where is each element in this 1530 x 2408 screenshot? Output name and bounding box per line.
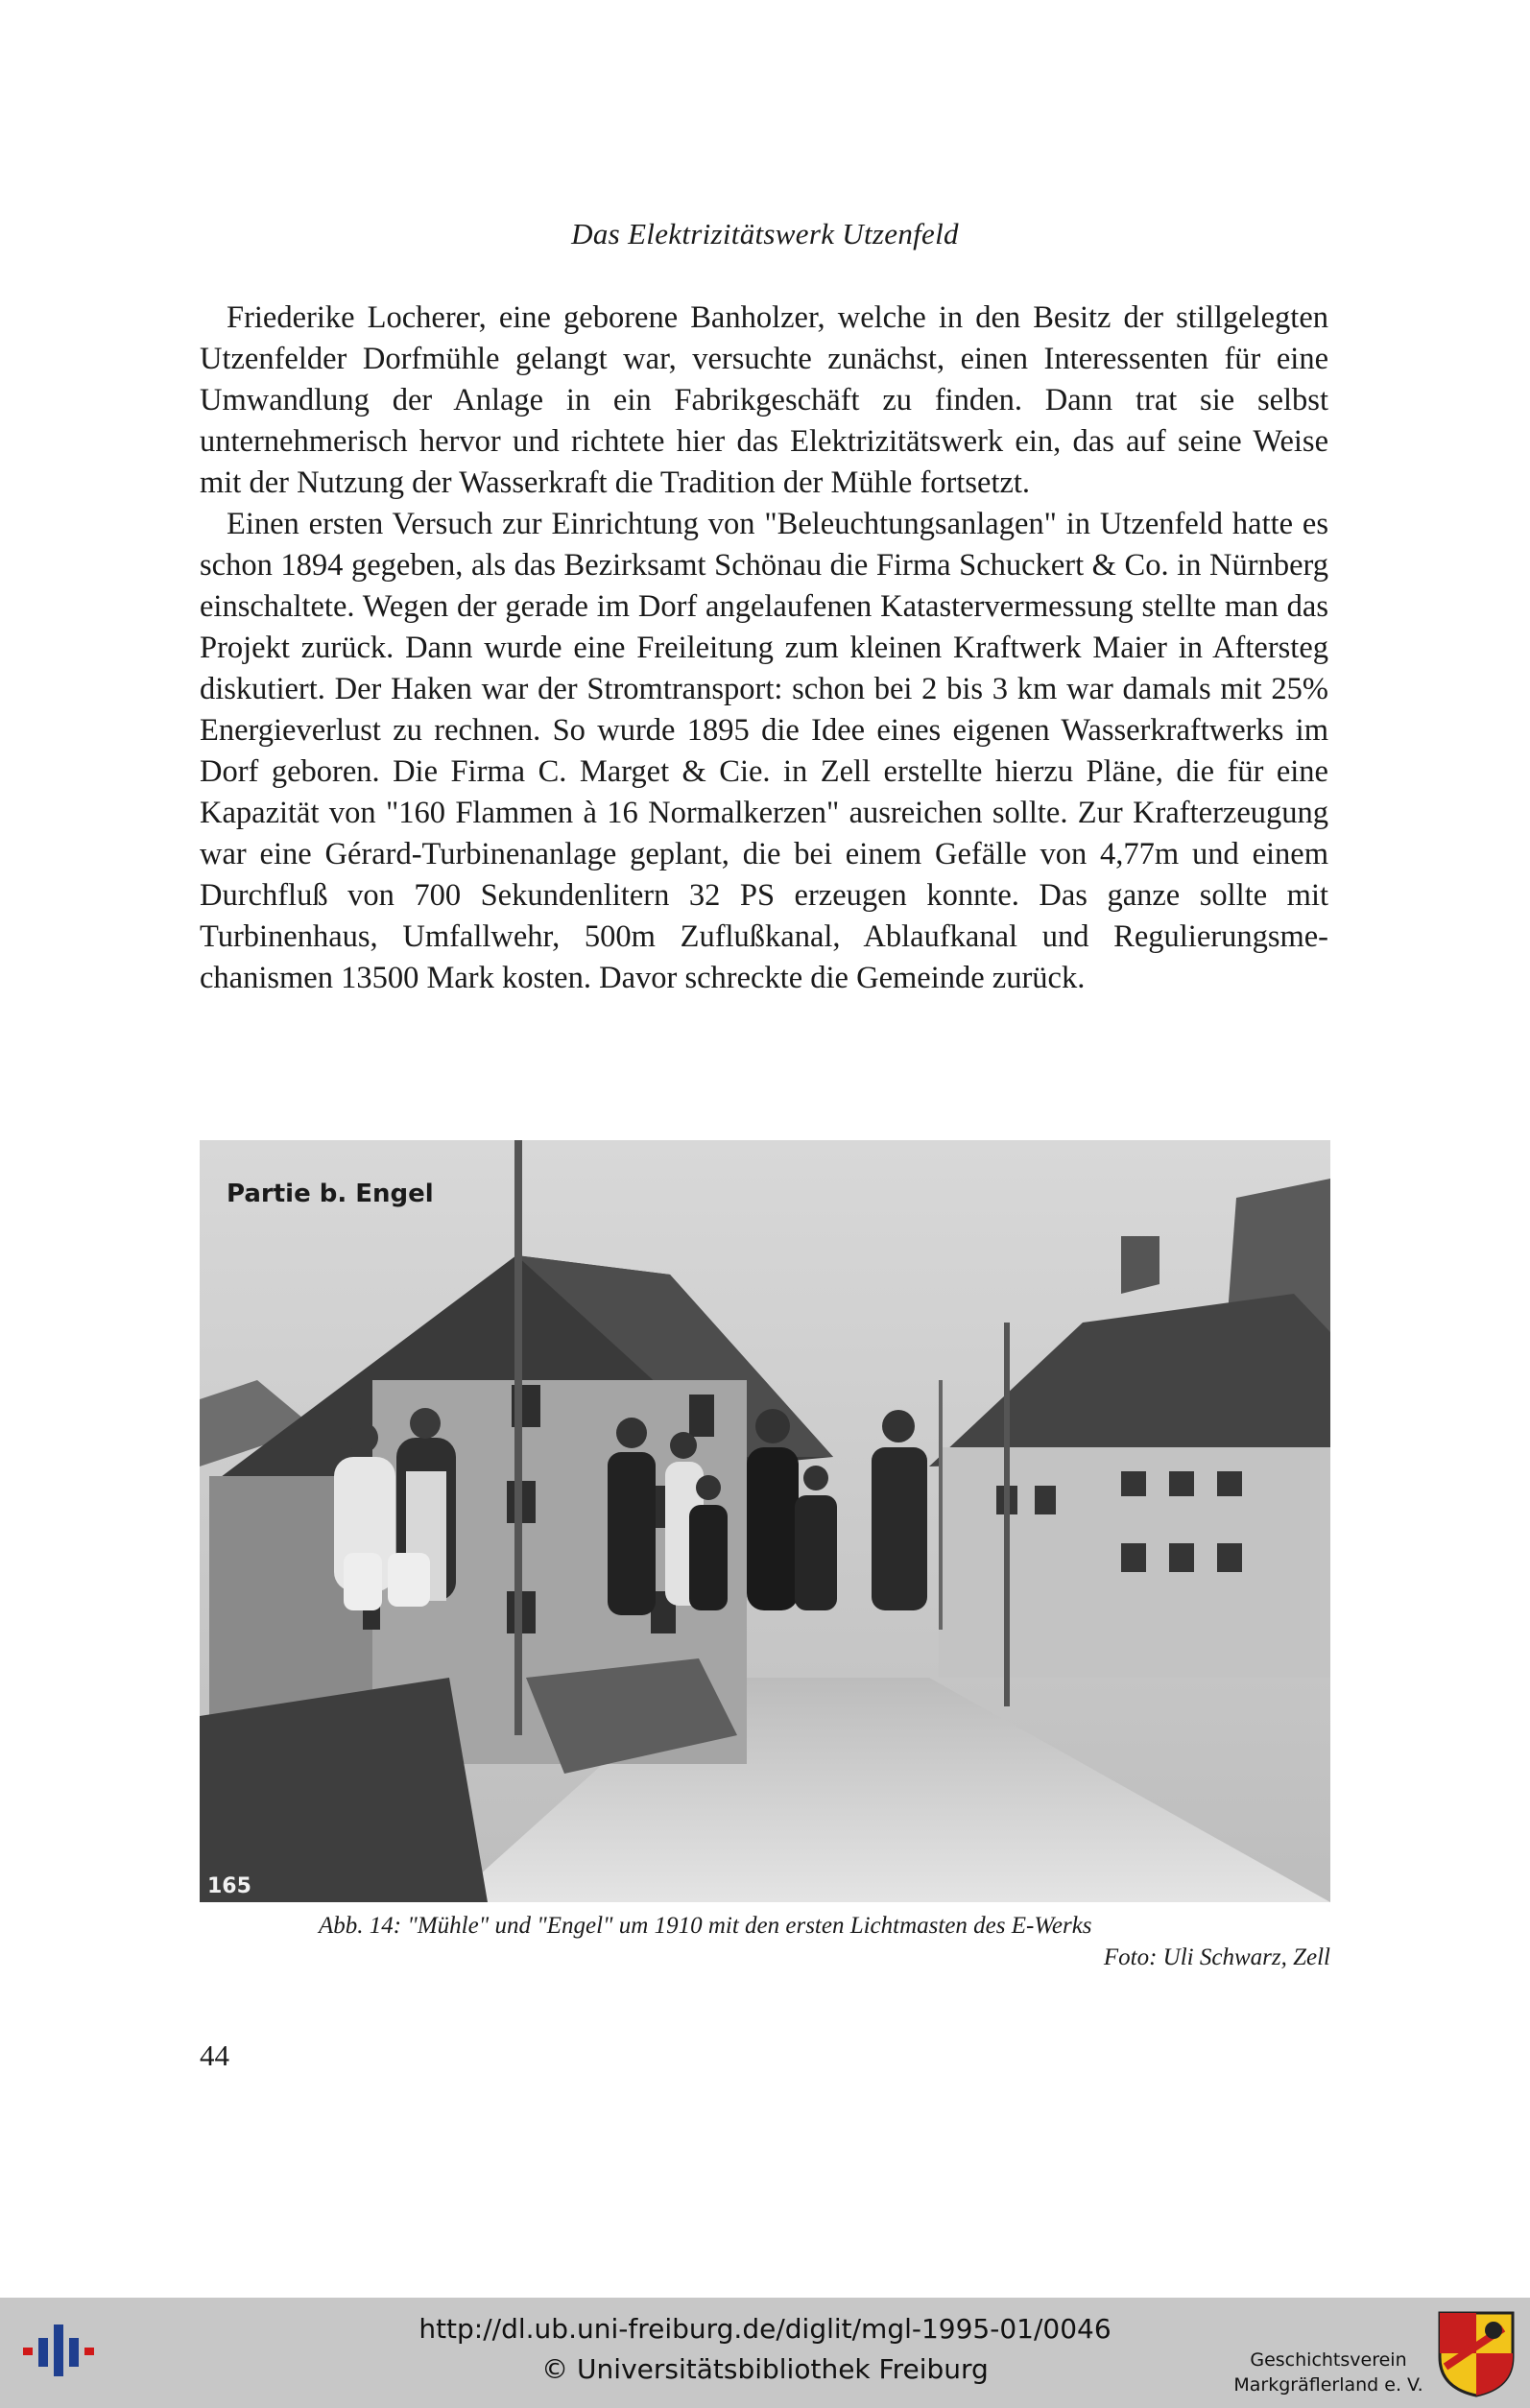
photo-number: 165 <box>207 1874 251 1898</box>
page-number: 44 <box>200 2038 229 2072</box>
historic-photograph <box>200 1140 1330 1902</box>
figure-caption <box>200 1910 1330 1973</box>
society-line-1: Geschichtsverein <box>1250 2349 1407 2371</box>
running-head: Das Elektrizitätswerk Utzenfeld <box>571 217 959 250</box>
photo-label: Partie b. Engel <box>227 1180 434 1208</box>
paragraph-2: Einen ersten Versuch zur Einrichtung von "Beleuchtungsanlagen" in Utzenfeld hatte es schon 1894 gegeben, als das Bezirksamt Schönau die Firma Schuckert & Co. in Nürnberg einschaltete. Wegen der gerade im Dorf angelaufenen Katastervermessung stellte man das Projekt zurück. Dann wurde eine Freileitung zum kleinen Kraftwerk Maier in Aftersteg diskutiert. Der Haken war der Stromtransport: schon bei 2 bis 3 km war damals mit 25% Energieverlust zu rechnen. So wurde 1895 die Idee eines eigenen Wasserkraftwerks im Dorf geboren. Die Firma C. Marget & Cie. in Zell erstellte hierzu Pläne, die für eine Kapazität von "160 Flammen à 16 Normalkerzen" ausreichen sollte. Zur Krafterzeugung war eine Gérard-Turbinenanlage geplant, die bei einem Gefälle von 4,77m und einem Durchfluß von 700 Sekundenlitern 32 PS erzeugen konnte. Das ganze sollte mit Turbinenhaus, Umfallwehr, 500m Zuflußkanal, Ablaufkanal und Regulierungsmechanismen 13500 Mark kosten. Davor schreckte die Gemeinde zurück. <box>200 507 1328 995</box>
copyright-notice: © Universitätsbibliothek Freiburg <box>541 2353 989 2385</box>
coat-of-arms-icon <box>1436 2309 1517 2401</box>
footer-bar <box>0 2298 1530 2408</box>
paragraph-1: Friederike Locherer, eine geborene Banholzer, welche in den Besitz der stillgelegten Utzenfelder Dorfmühle gelangt war, versuchte zunächst, einen Interessenten für eine Umwandlung der Anlage in ein Fabrikgeschäft zu finden. Dann trat sie selbst unternehmerisch hervor und richtete hier das Elektrizitätswerk ein, das auf seine Weise mit der Nutzung der Wasserkraft die Tradition der Mühle fortsetzt. <box>200 300 1328 500</box>
society-line-2: Markgräflerland e. V. <box>1233 2374 1423 2396</box>
photo-credit: Foto: Uli Schwarz, Zell <box>1103 1944 1330 1970</box>
permalink-url[interactable]: http://dl.ub.uni-freiburg.de/diglit/mgl-1995-01/0046 <box>418 2313 1112 2345</box>
society-name <box>1232 2348 1424 2397</box>
caption-text: Abb. 14: "Mühle" und "Engel" um 1910 mit den ersten Lichtmasten des E-Werks <box>319 1913 1092 1939</box>
body-text <box>200 298 1328 999</box>
